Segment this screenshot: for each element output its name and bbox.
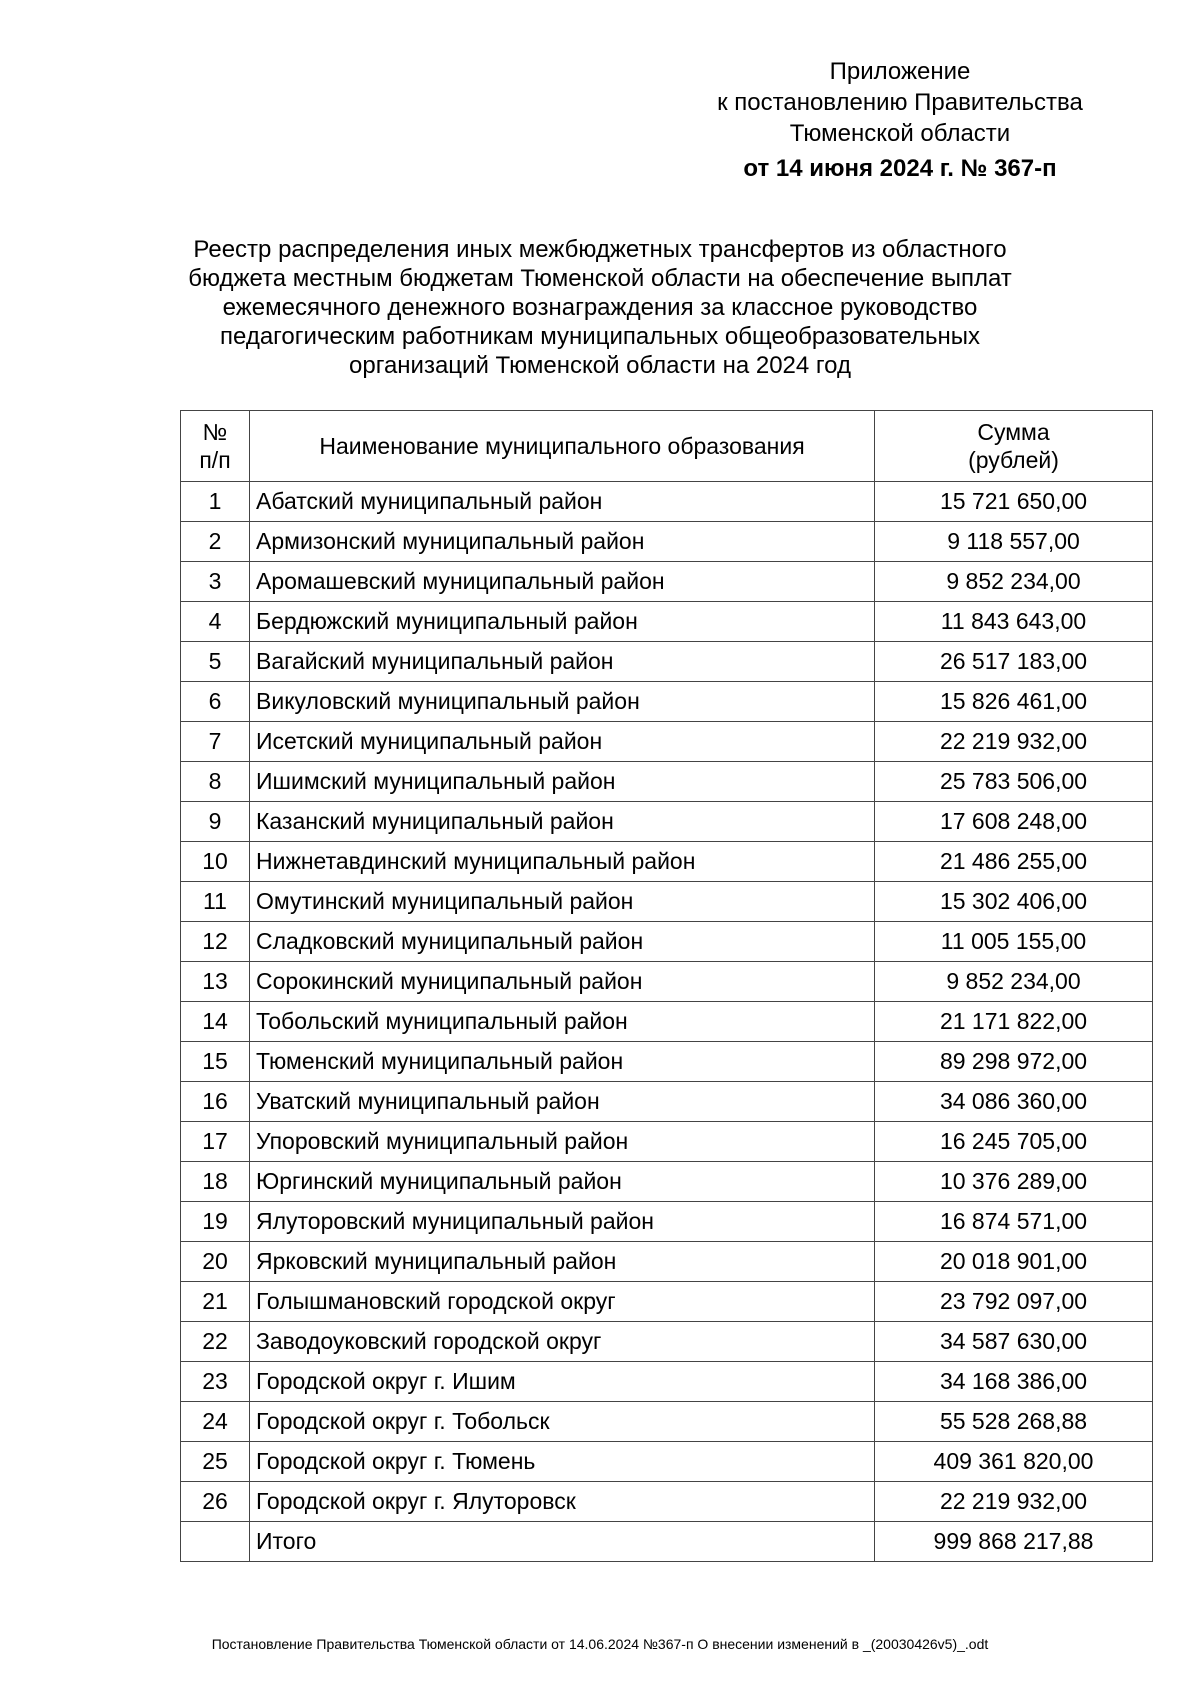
table-row xyxy=(181,642,1153,682)
row-name: Городской округ г. Тобольск xyxy=(250,1402,875,1442)
table-row xyxy=(181,602,1153,642)
table-row xyxy=(181,562,1153,602)
row-number: 7 xyxy=(181,722,250,762)
row-number: 5 xyxy=(181,642,250,682)
row-sum: 9 852 234,00 xyxy=(875,562,1153,602)
table-row xyxy=(181,1442,1153,1482)
row-sum: 10 376 289,00 xyxy=(875,1162,1153,1202)
row-name: Нижнетавдинский муниципальный район xyxy=(250,842,875,882)
table-row xyxy=(181,1322,1153,1362)
row-number: 26 xyxy=(181,1482,250,1522)
table-row xyxy=(181,1242,1153,1282)
table-row xyxy=(181,1362,1153,1402)
row-number: 8 xyxy=(181,762,250,802)
row-number: 3 xyxy=(181,562,250,602)
row-sum: 21 486 255,00 xyxy=(875,842,1153,882)
row-name: Вагайский муниципальный район xyxy=(250,642,875,682)
header-name: Наименование муниципального образования xyxy=(250,411,875,482)
row-name: Тобольский муниципальный район xyxy=(250,1002,875,1042)
row-number: 9 xyxy=(181,802,250,842)
row-sum: 22 219 932,00 xyxy=(875,722,1153,762)
row-number: 16 xyxy=(181,1082,250,1122)
row-sum: 55 528 268,88 xyxy=(875,1402,1153,1442)
row-sum: 11 005 155,00 xyxy=(875,922,1153,962)
row-number: 11 xyxy=(181,882,250,922)
row-name: Исетский муниципальный район xyxy=(250,722,875,762)
row-name: Юргинский муниципальный район xyxy=(250,1162,875,1202)
table-row xyxy=(181,682,1153,722)
table-row xyxy=(181,802,1153,842)
total-sum: 999 868 217,88 xyxy=(875,1522,1153,1562)
appendix-region: Тюменской области xyxy=(789,120,1011,147)
table-row xyxy=(181,842,1153,882)
appendix-label: Приложение xyxy=(829,58,971,85)
row-sum: 15 826 461,00 xyxy=(875,682,1153,722)
table-row xyxy=(181,1082,1153,1122)
table-row xyxy=(181,482,1153,522)
table-row xyxy=(181,1002,1153,1042)
row-number: 20 xyxy=(181,1242,250,1282)
row-number: 25 xyxy=(181,1442,250,1482)
table-row xyxy=(181,1122,1153,1162)
row-name: Абатский муниципальный район xyxy=(250,482,875,522)
row-number: 6 xyxy=(181,682,250,722)
row-sum: 26 517 183,00 xyxy=(875,642,1153,682)
row-name: Бердюжский муниципальный район xyxy=(250,602,875,642)
row-sum: 34 587 630,00 xyxy=(875,1322,1153,1362)
title-line-2: бюджета местным бюджетам Тюменской области на обеспечение выплат xyxy=(188,265,1012,292)
header-number: № п/п xyxy=(181,411,250,482)
row-name: Заводоуковский городской округ xyxy=(250,1322,875,1362)
row-number: 17 xyxy=(181,1122,250,1162)
row-sum: 9 852 234,00 xyxy=(875,962,1153,1002)
row-sum: 89 298 972,00 xyxy=(875,1042,1153,1082)
row-name: Тюменский муниципальный район xyxy=(250,1042,875,1082)
row-number: 24 xyxy=(181,1402,250,1442)
row-name: Сладковский муниципальный район xyxy=(250,922,875,962)
row-name: Казанский муниципальный район xyxy=(250,802,875,842)
row-sum: 22 219 932,00 xyxy=(875,1482,1153,1522)
table-row xyxy=(181,1402,1153,1442)
row-sum: 20 018 901,00 xyxy=(875,1242,1153,1282)
row-number: 18 xyxy=(181,1162,250,1202)
table-row xyxy=(181,1202,1153,1242)
table-row xyxy=(181,882,1153,922)
header-sum: Сумма (рублей) xyxy=(875,411,1153,482)
row-number: 15 xyxy=(181,1042,250,1082)
row-name: Городской округ г. Ялуторовск xyxy=(250,1482,875,1522)
title-line-3: ежемесячного денежного вознаграждения за классное руководство xyxy=(222,294,978,321)
table-row xyxy=(181,1282,1153,1322)
row-sum: 34 168 386,00 xyxy=(875,1362,1153,1402)
row-sum: 15 721 650,00 xyxy=(875,482,1153,522)
row-sum: 23 792 097,00 xyxy=(875,1282,1153,1322)
row-name: Ялуторовский муниципальный район xyxy=(250,1202,875,1242)
row-sum: 11 843 643,00 xyxy=(875,602,1153,642)
document-title xyxy=(150,235,1050,380)
table-row xyxy=(181,1042,1153,1082)
row-name: Викуловский муниципальный район xyxy=(250,682,875,722)
table-total-row xyxy=(181,1522,1153,1562)
table-row xyxy=(181,922,1153,962)
row-name: Городской округ г. Тюмень xyxy=(250,1442,875,1482)
row-number: 12 xyxy=(181,922,250,962)
table-header-row xyxy=(181,411,1153,482)
table-row xyxy=(181,762,1153,802)
row-name: Городской округ г. Ишим xyxy=(250,1362,875,1402)
row-name: Ярковский муниципальный район xyxy=(250,1242,875,1282)
row-name: Армизонский муниципальный район xyxy=(250,522,875,562)
row-number: 10 xyxy=(181,842,250,882)
title-line-4: педагогическим работникам муниципальных общеобразовательных xyxy=(220,323,980,350)
row-number: 1 xyxy=(181,482,250,522)
appendix-date-number: от 14 июня 2024 г. № 367-п xyxy=(743,155,1057,182)
table-row xyxy=(181,1482,1153,1522)
row-sum: 15 302 406,00 xyxy=(875,882,1153,922)
row-number: 21 xyxy=(181,1282,250,1322)
row-sum: 34 086 360,00 xyxy=(875,1082,1153,1122)
row-number: 14 xyxy=(181,1002,250,1042)
row-sum: 25 783 506,00 xyxy=(875,762,1153,802)
row-sum: 16 874 571,00 xyxy=(875,1202,1153,1242)
row-number: 4 xyxy=(181,602,250,642)
table-row xyxy=(181,522,1153,562)
row-name: Уватский муниципальный район xyxy=(250,1082,875,1122)
row-number: 2 xyxy=(181,522,250,562)
row-sum: 21 171 822,00 xyxy=(875,1002,1153,1042)
row-number: 22 xyxy=(181,1322,250,1362)
appendix-resolution: к постановлению Правительства xyxy=(717,89,1083,116)
row-sum: 17 608 248,00 xyxy=(875,802,1153,842)
row-number: 13 xyxy=(181,962,250,1002)
appendix-header xyxy=(600,56,1200,184)
title-line-5: организаций Тюменской области на 2024 год xyxy=(349,352,851,379)
row-name: Аромашевский муниципальный район xyxy=(250,562,875,602)
row-name: Голышмановский городской округ xyxy=(250,1282,875,1322)
row-number: 23 xyxy=(181,1362,250,1402)
table-row xyxy=(181,962,1153,1002)
registry-table xyxy=(180,410,1153,1562)
row-name: Сорокинский муниципальный район xyxy=(250,962,875,1002)
row-name: Ишимский муниципальный район xyxy=(250,762,875,802)
total-label: Итого xyxy=(250,1522,875,1562)
row-number: 19 xyxy=(181,1202,250,1242)
table-body xyxy=(181,482,1153,1562)
row-sum: 409 361 820,00 xyxy=(875,1442,1153,1482)
table-row xyxy=(181,1162,1153,1202)
document-footer: Постановление Правительства Тюменской области от 14.06.2024 №367-п О внесении изменений в _(20030426v5)_.odt xyxy=(211,1636,989,1652)
title-line-1: Реестр распределения иных межбюджетных трансфертов из областного xyxy=(193,236,1007,263)
row-name: Омутинский муниципальный район xyxy=(250,882,875,922)
table-row xyxy=(181,722,1153,762)
row-sum: 16 245 705,00 xyxy=(875,1122,1153,1162)
row-sum: 9 118 557,00 xyxy=(875,522,1153,562)
total-number xyxy=(181,1522,250,1562)
row-name: Упоровский муниципальный район xyxy=(250,1122,875,1162)
